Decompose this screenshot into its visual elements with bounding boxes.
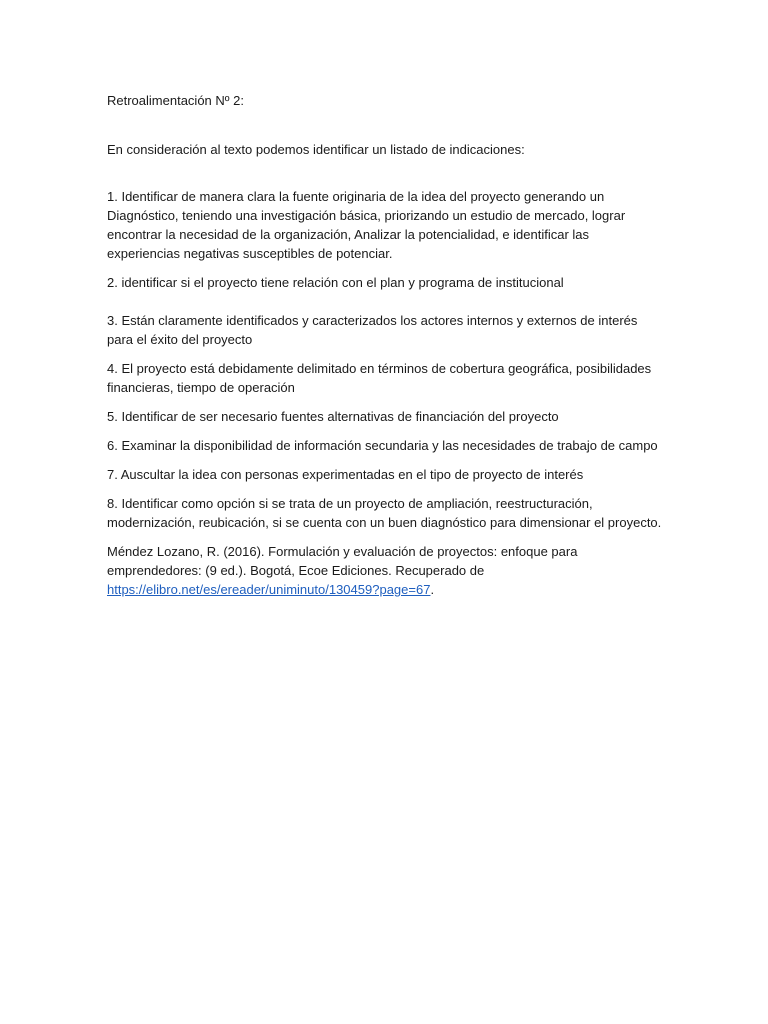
- reference-text: Méndez Lozano, R. (2016). Formulación y evaluación de proyectos: enfoque para emprendedores: (9 ed.). Bogotá, Ecoe Ediciones. Recuperado de: [107, 544, 578, 578]
- list-item-2: 2. identificar si el proyecto tiene relación con el plan y programa de institucional: [107, 275, 564, 290]
- list-item-6: 6. Examinar la disponibilidad de información secundaria y las necesidades de trabajo de campo: [107, 438, 658, 453]
- document-page: [107, 91, 662, 609]
- intro-paragraph: En consideración al texto podemos identificar un listado de indicaciones:: [107, 142, 525, 157]
- reference-link[interactable]: https://elibro.net/es/ereader/uniminuto/130459?page=67: [107, 582, 431, 597]
- list-item-3: 3. Están claramente identificados y caracterizados los actores internos y externos de interés para el éxito del proyecto: [107, 313, 638, 347]
- reference-end: .: [430, 582, 435, 597]
- list-item-4: 4. El proyecto está debidamente delimitado en términos de cobertura geográfica, posibilidades financieras, tiempo de operación: [107, 361, 652, 395]
- document-title: Retroalimentación Nº 2:: [107, 93, 244, 108]
- list-item-8: 8. Identificar como opción si se trata de un proyecto de ampliación, reestructuración, modernización, reubicación, si se cuenta con un buen diagnóstico para dimensionar el proyecto.: [107, 496, 662, 530]
- reference-paragraph: [107, 542, 662, 599]
- list-item-5: 5. Identificar de ser necesario fuentes alternativas de financiación del proyecto: [107, 409, 559, 424]
- list-item-1: 1. Identificar de manera clara la fuente originaria de la idea del proyecto generando un Diagnóstico, teniendo una investigación básica, priorizando un estudio de mercado, lograr encontrar la necesidad de la organización, Analizar la potencialidad, e identificar las experiencias negativas susceptibles de potenciar.: [107, 189, 626, 261]
- list-item-7: 7. Auscultar la idea con personas experimentadas en el tipo de proyecto de interés: [107, 467, 584, 482]
